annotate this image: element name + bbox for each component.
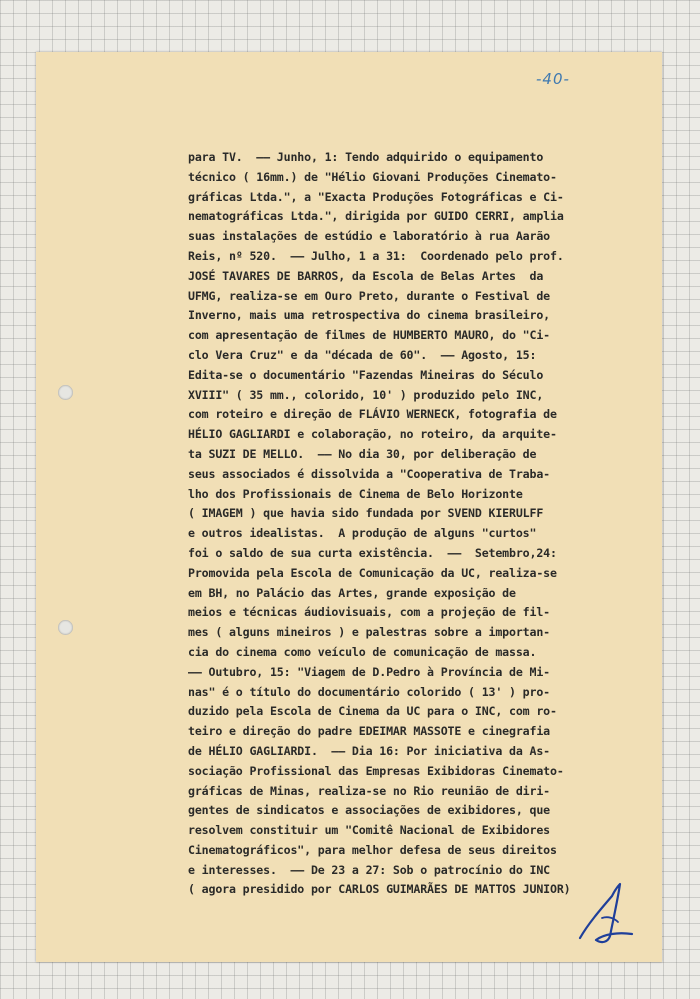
punch-hole-bottom — [58, 620, 73, 635]
text-line: ( agora presidido por CARLOS GUIMARÃES DE MATTOS JUNIOR) — [188, 882, 571, 897]
text-line: duzido pela Escola de Cinema da UC para o INC, com ro- — [188, 704, 557, 719]
text-line: com apresentação de filmes de HUMBERTO MAURO, do "Ci- — [188, 328, 550, 343]
text-line: lho dos Profissionais de Cinema de Belo Horizonte — [188, 486, 523, 501]
text-line: com roteiro e direção de FLÁVIO WERNECK, fotografia de — [188, 407, 557, 422]
text-line: ta SUZI DE MELLO. —— No dia 30, por deliberação de — [188, 446, 537, 461]
text-line: clo Vera Cruz" e da "década de 60". —— Agosto, 15: — [188, 347, 537, 362]
text-line: JOSÉ TAVARES DE BARROS, da Escola de Belas Artes da — [188, 268, 544, 283]
text-line: seus associados é dissolvida a "Cooperativa de Traba- — [188, 466, 550, 481]
page-number: -40- — [536, 70, 570, 88]
text-line: técnico ( 16mm.) de "Hélio Giovani Produções Cinemato- — [188, 169, 557, 184]
text-line: resolvem constituir um "Comitê Nacional de Exibidores — [188, 823, 550, 838]
text-line: e interesses. —— De 23 a 27: Sob o patrocínio do INC — [188, 862, 550, 877]
text-line: UFMG, realiza-se em Ouro Preto, durante o Festival de — [188, 288, 550, 303]
text-line: teiro e direção do padre EDEIMAR MASSOTE e cinegrafia — [188, 724, 550, 739]
text-line: nas" é o título do documentário colorido ( 13' ) pro- — [188, 684, 550, 699]
text-line: Reis, nº 520. —— Julho, 1 a 31: Coordenado pelo prof. — [188, 248, 564, 263]
text-line: e outros idealistas. A produção de alguns "curtos" — [188, 526, 537, 541]
punch-hole-top — [58, 385, 73, 400]
text-line: de HÉLIO GAGLIARDI. —— Dia 16: Por iniciativa da As- — [188, 743, 550, 758]
text-line: cia do cinema como veículo de comunicação de massa. — [188, 644, 537, 659]
text-line: para TV. —— Junho, 1: Tendo adquirido o equipamento — [188, 150, 544, 164]
body-text — [188, 148, 628, 900]
text-line: meios e técnicas áudiovisuais, com a projeção de fil- — [188, 605, 550, 620]
text-line: gráficas Ltda.", a "Exacta Produções Fotográficas e Ci- — [188, 189, 564, 204]
text-line: ( IMAGEM ) que havia sido fundada por SVEND KIERULFF — [188, 506, 544, 521]
handwritten-signature — [574, 880, 640, 950]
text-line: mes ( alguns mineiros ) e palestras sobre a importan- — [188, 625, 550, 640]
text-line: Cinematográficos", para melhor defesa de seus direitos — [188, 842, 557, 857]
text-line: nematográficas Ltda.", dirigida por GUIDO CERRI, amplia — [188, 209, 564, 224]
text-line: em BH, no Palácio das Artes, grande exposição de — [188, 585, 516, 600]
text-line: HÉLIO GAGLIARDI e colaboração, no roteiro, da arquite- — [188, 427, 557, 442]
text-line: gráficas de Minas, realiza-se no Rio reunião de diri- — [188, 783, 550, 798]
text-line: Edita-se o documentário "Fazendas Mineiras do Século — [188, 367, 544, 382]
text-line: gentes de sindicatos e associações de exibidores, que — [188, 803, 550, 818]
text-line: sociação Profissional das Empresas Exibidoras Cinemato- — [188, 763, 564, 778]
text-line: Inverno, mais uma retrospectiva do cinema brasileiro, — [188, 308, 550, 323]
text-line: —— Outubro, 15: "Viagem de D.Pedro à Província de Mi- — [188, 664, 550, 679]
text-line: Promovida pela Escola de Comunicação da UC, realiza-se — [188, 565, 557, 580]
text-line: XVIII" ( 35 mm., colorido, 10' ) produzido pelo INC, — [188, 387, 544, 402]
text-line: suas instalações de estúdio e laboratório à rua Aarão — [188, 229, 550, 244]
text-line: foi o saldo de sua curta existência. —— Setembro,24: — [188, 545, 557, 560]
